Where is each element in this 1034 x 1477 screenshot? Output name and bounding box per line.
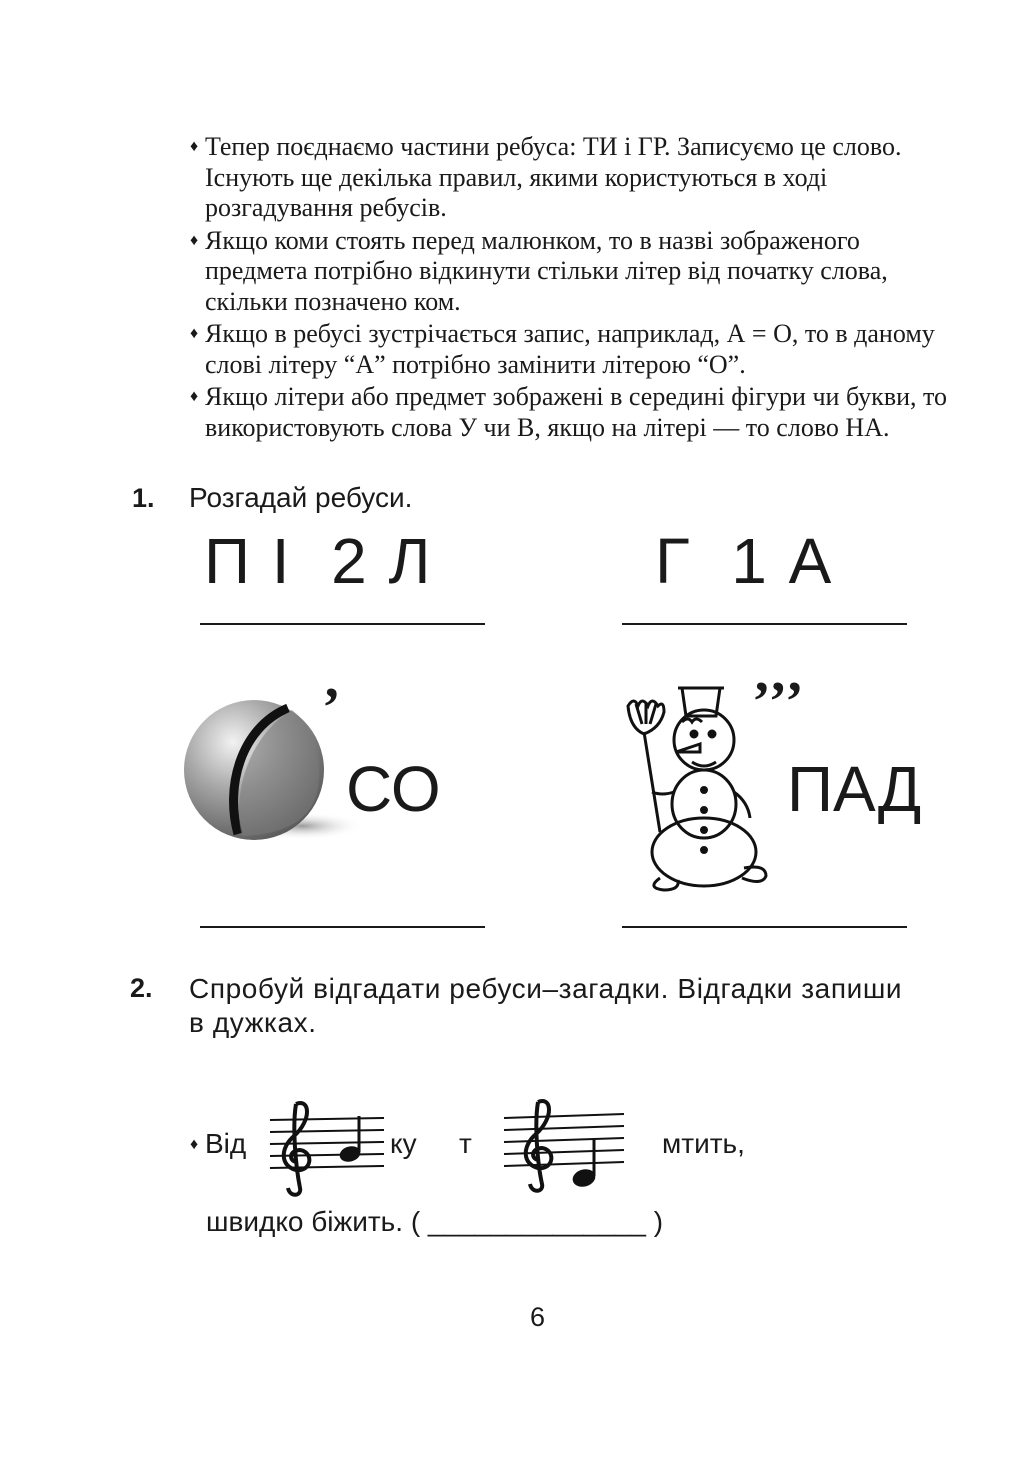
diamond-bullet-icon: ♦ xyxy=(190,138,199,155)
task2-instruction-line2: в дужках. xyxy=(189,1007,317,1038)
rebus-4-text: ПАД xyxy=(787,753,922,825)
task2-instruction-line1: Спробуй відгадати ребуси–загадки. Відгадки запиши xyxy=(189,973,903,1004)
rule-text: Якщо в ребусі зустрічається запис, наприклад, А = О, то в даному слові літеру “А” потрібно замінити літерою “О”. xyxy=(205,319,935,379)
answer-line-4[interactable] xyxy=(622,926,907,928)
diamond-bullet-icon: ♦ xyxy=(190,325,199,342)
answer-line-1[interactable] xyxy=(200,623,485,625)
task1-instruction: Розгадай ребуси. xyxy=(189,482,413,513)
answer-line-2[interactable] xyxy=(622,623,907,625)
page-number: 6 xyxy=(530,1302,546,1332)
diamond-bullet-icon: ♦ xyxy=(190,1136,199,1153)
ball-image xyxy=(180,698,370,848)
riddle-word-t: т xyxy=(459,1128,472,1159)
rules-list xyxy=(190,132,950,445)
riddle-answer-line[interactable]: швидко біжить. ( ______________ ) xyxy=(206,1206,664,1237)
rule-text: Якщо літери або предмет зображені в середині фігури чи букви, то використовують слова У чи В, якщо на літері — то слово НА. xyxy=(205,382,948,442)
rule-item xyxy=(190,382,950,443)
answer-line-3[interactable] xyxy=(200,926,485,928)
rebus-1-text: П І 2 Л xyxy=(204,525,433,597)
task2-number: 2. xyxy=(130,973,153,1003)
rule-item xyxy=(190,226,950,318)
riddle-word-ku: ку xyxy=(390,1128,417,1159)
rule-text: Тепер поєднаємо частини ребуса: ТИ і ГР. Записуємо це слово. Існують ще декілька правил, якими користуються в ході розгадування ребусів. xyxy=(205,132,902,222)
diamond-bullet-icon: ♦ xyxy=(190,231,199,249)
music-staff-note-re-icon xyxy=(500,1096,630,1196)
riddle-word-mtyt: мтить, xyxy=(662,1128,745,1159)
music-staff-note-la-icon xyxy=(266,1098,390,1198)
rebus-3-text: СО xyxy=(346,753,441,825)
rebus-2-text: Г 1 А xyxy=(655,525,834,597)
rule-text: Якщо коми стоять перед малюнком, то в назві зображеного предмета потрібно відкинути стільки літер від початку слова, скільки позначено ком. xyxy=(205,225,888,316)
rule-item xyxy=(190,319,950,380)
rebus-4-commas: ’’’ xyxy=(752,671,806,733)
rule-item xyxy=(190,132,950,224)
rebus-3-comma: ’ xyxy=(322,677,341,739)
riddle-word-vid: Від xyxy=(205,1128,247,1159)
snowman-image xyxy=(612,682,772,894)
diamond-bullet-icon: ♦ xyxy=(190,388,199,405)
task2-instruction xyxy=(189,972,959,1040)
task1-number: 1. xyxy=(132,483,155,513)
